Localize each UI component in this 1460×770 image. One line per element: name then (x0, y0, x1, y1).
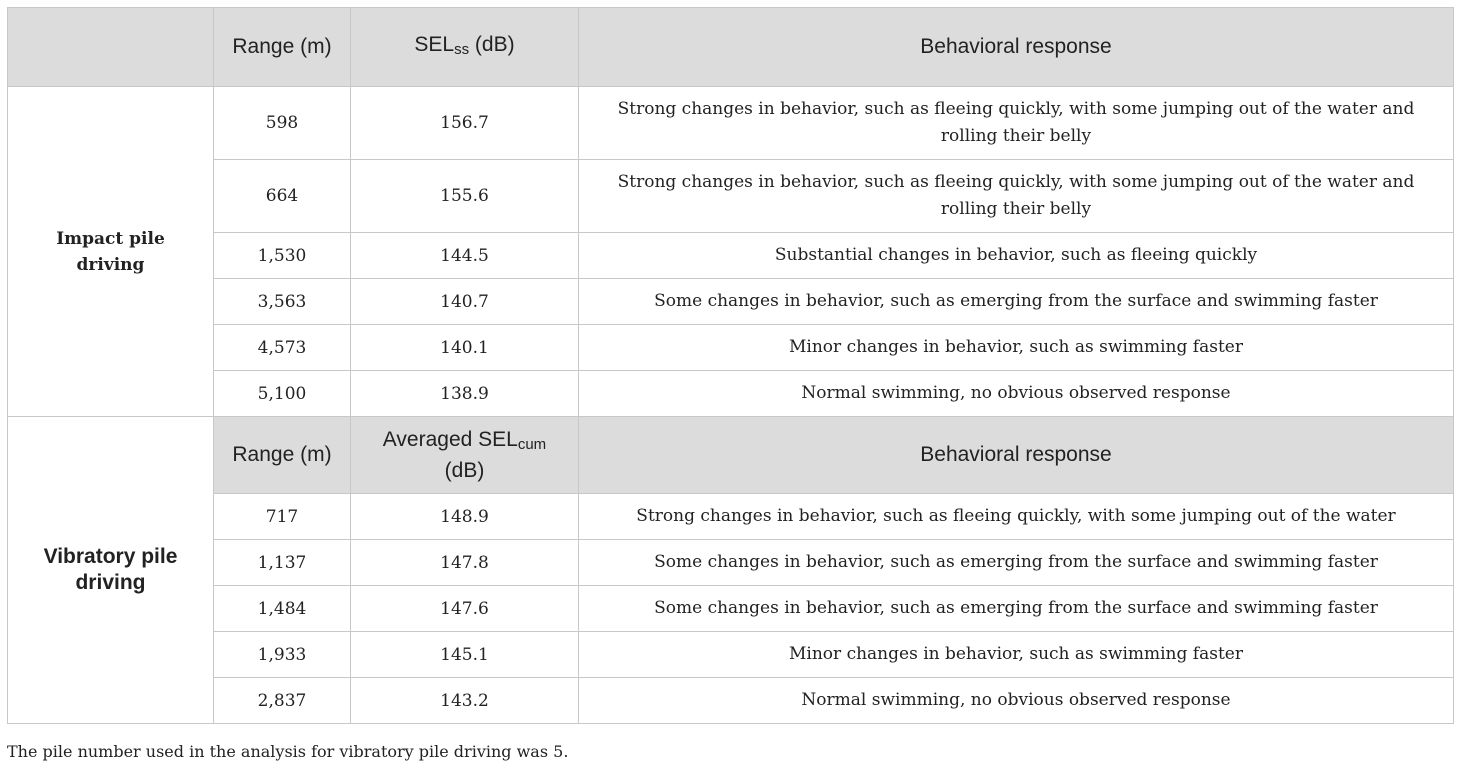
range-cell: 1,933 (214, 632, 351, 678)
table-row (8, 540, 1454, 586)
response-cell: Strong changes in behavior, such as fleeing quickly, with some jumping out of the water (579, 494, 1454, 540)
table-row (8, 371, 1454, 417)
pile-driving-response-table (7, 7, 1454, 724)
table-row (8, 586, 1454, 632)
header-range: Range (m) (214, 8, 351, 87)
response-cell: Minor changes in behavior, such as swimming faster (579, 325, 1454, 371)
response-cell: Some changes in behavior, such as emerging from the surface and swimming faster (579, 540, 1454, 586)
sel-cell: 140.1 (351, 325, 579, 371)
range-cell: 1,137 (214, 540, 351, 586)
response-cell: Some changes in behavior, such as emerging from the surface and swimming faster (579, 279, 1454, 325)
range-cell: 4,573 (214, 325, 351, 371)
sel-cell: 147.8 (351, 540, 579, 586)
response-cell: Strong changes in behavior, such as fleeing quickly, with some jumping out of the water and rolling their belly (579, 160, 1454, 233)
header-sel-unit: (dB) (469, 32, 515, 56)
subheader-sel-unit: (dB) (444, 458, 485, 482)
header-blank-cell (8, 8, 214, 87)
range-cell: 5,100 (214, 371, 351, 417)
table-row (8, 87, 1454, 160)
response-cell: Minor changes in behavior, such as swimming faster (579, 632, 1454, 678)
response-cell: Normal swimming, no obvious observed response (579, 371, 1454, 417)
range-cell: 664 (214, 160, 351, 233)
subheader-response: Behavioral response (579, 417, 1454, 494)
range-cell: 717 (214, 494, 351, 540)
header-response: Behavioral response (579, 8, 1454, 87)
table-row (8, 632, 1454, 678)
header-sel-sub: ss (454, 40, 470, 58)
header-sel-main: SEL (414, 32, 455, 56)
range-cell: 598 (214, 87, 351, 160)
range-cell: 3,563 (214, 279, 351, 325)
sel-cell: 147.6 (351, 586, 579, 632)
vibratory-subheader-row (8, 417, 1454, 494)
sel-cell: 140.7 (351, 279, 579, 325)
impact-group-label: Impact pile driving (8, 87, 214, 417)
response-cell: Strong changes in behavior, such as fleeing quickly, with some jumping out of the water and rolling their belly (579, 87, 1454, 160)
range-cell: 2,837 (214, 678, 351, 724)
range-cell: 1,484 (214, 586, 351, 632)
table-row (8, 160, 1454, 233)
sel-cell: 144.5 (351, 233, 579, 279)
table-row (8, 494, 1454, 540)
sel-cell: 145.1 (351, 632, 579, 678)
subheader-range: Range (m) (214, 417, 351, 494)
subheader-sel (351, 417, 579, 494)
subheader-sel-sub: cum (517, 435, 547, 453)
sel-cell: 156.7 (351, 87, 579, 160)
response-cell: Substantial changes in behavior, such as fleeing quickly (579, 233, 1454, 279)
sel-cell: 148.9 (351, 494, 579, 540)
table-row (8, 325, 1454, 371)
table-row (8, 678, 1454, 724)
response-cell: Some changes in behavior, such as emerging from the surface and swimming faster (579, 586, 1454, 632)
vibratory-group-label: Vibratory pile driving (8, 417, 214, 724)
header-sel (351, 8, 579, 87)
range-cell: 1,530 (214, 233, 351, 279)
response-cell: Normal swimming, no obvious observed response (579, 678, 1454, 724)
sel-cell: 138.9 (351, 371, 579, 417)
sel-cell: 155.6 (351, 160, 579, 233)
table-row (8, 279, 1454, 325)
table-footnote: The pile number used in the analysis for vibratory pile driving was 5. (7, 742, 569, 761)
subheader-sel-main: Averaged SEL (382, 427, 518, 451)
header-row (8, 8, 1454, 87)
sel-cell: 143.2 (351, 678, 579, 724)
table-row (8, 233, 1454, 279)
